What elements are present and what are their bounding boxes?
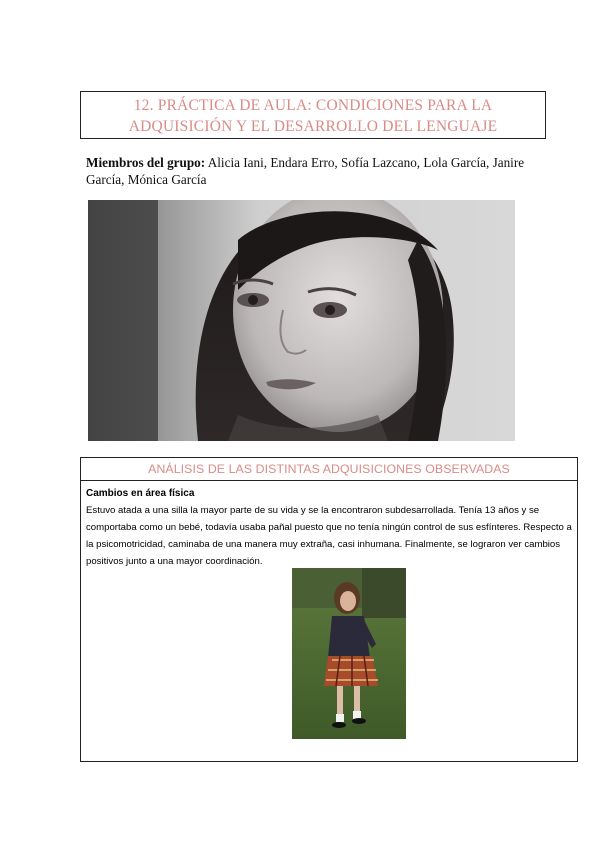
members-names: Alicia Iani, Endara Erro, Sofía Lazcano, Lola García, Janire García, Mónica García	[86, 155, 525, 187]
analysis-paragraph: Estuvo atada a una silla la mayor parte de su vida y se la encontraron subdesarrollada. Tenía 13 años y se comportaba como un bebé, todavía usaba pañal puesto que no tenía ningún control de sus esfínteres. Respecto a la psicomotricidad, caminaba de una manera muy extraña, casi inhumana. Finalmente, se lograron ver cambios positivos junto a una mayor coordinación.	[86, 505, 572, 567]
title-line-1: 12. PRÁCTICA DE AULA: CONDICIONES PARA LA	[133, 97, 493, 114]
group-members	[86, 154, 536, 188]
title-box	[80, 91, 546, 139]
portrait-photo	[88, 200, 515, 441]
walking-girl-image-icon	[292, 568, 406, 739]
portrait-image-icon	[88, 200, 515, 441]
section-title: Cambios en área física	[86, 488, 195, 499]
members-label: Miembros del grupo:	[86, 155, 206, 170]
walking-girl-photo	[292, 568, 406, 739]
analysis-body	[81, 481, 577, 570]
title-line-2: ADQUISICIÓN Y EL DESARROLLO DEL LENGUAJE	[128, 118, 498, 135]
analysis-heading: ANÁLISIS DE LAS DISTINTAS ADQUISICIONES OBSERVADAS	[81, 458, 577, 481]
